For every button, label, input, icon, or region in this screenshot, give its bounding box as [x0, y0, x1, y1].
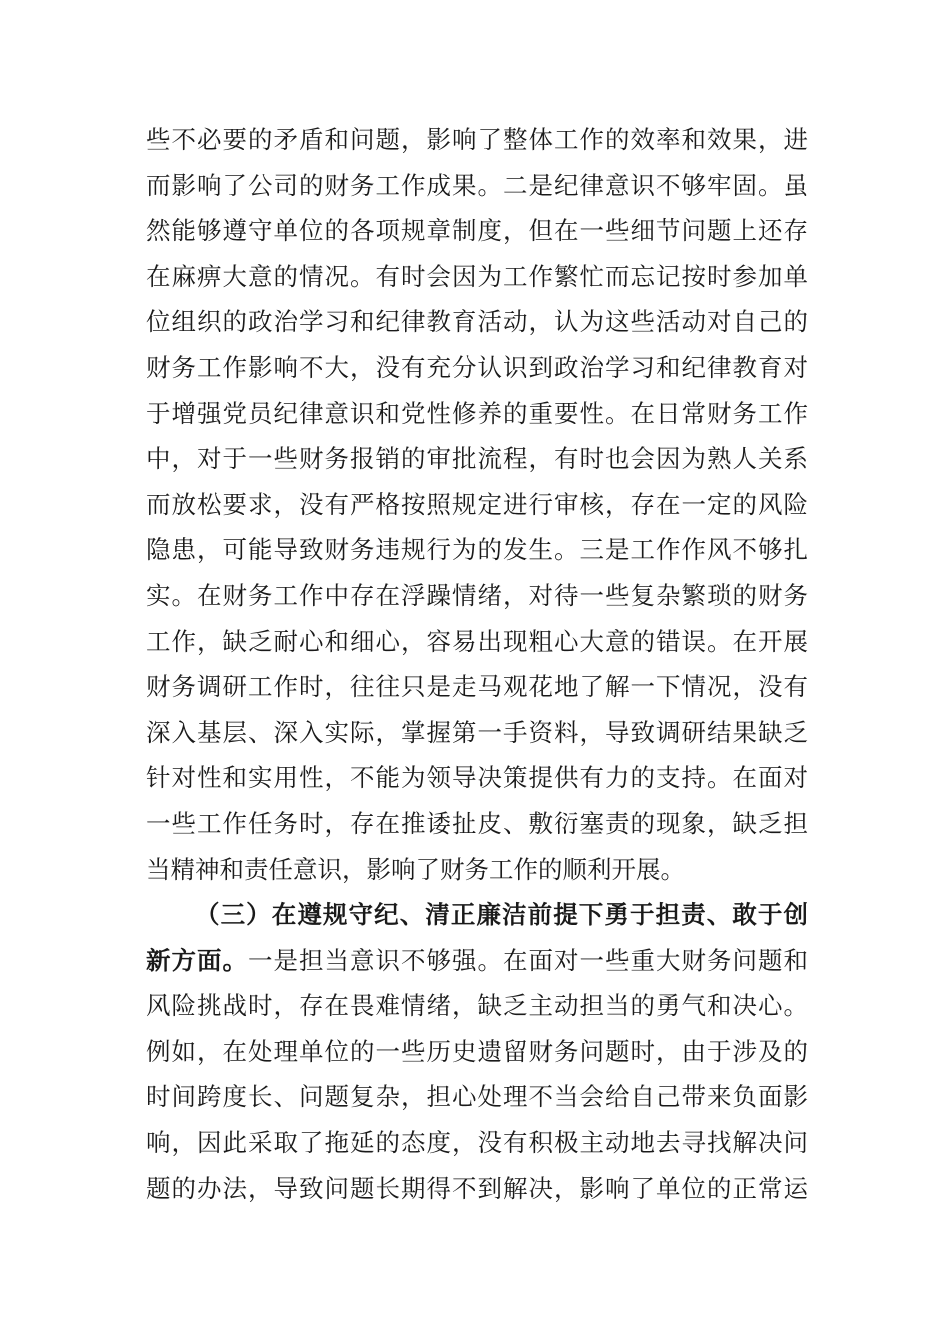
text-line — [146, 938, 808, 984]
text-line: 而放松要求，没有严格按照规定进行审核，存在一定的风险 — [146, 489, 808, 519]
text-line: 财务工作影响不大，没有充分认识到政治学习和纪律教育对 — [146, 352, 808, 382]
text-line: 一些工作任务时，存在推诿扯皮、敷衍塞责的现象，缺乏担 — [146, 808, 808, 838]
text-line: 位组织的政治学习和纪律教育活动，认为这些活动对自己的 — [146, 307, 808, 337]
text-line: 针对性和实用性，不能为领导决策提供有力的支持。在面对 — [146, 763, 808, 793]
text-line: 些不必要的矛盾和问题，影响了整体工作的效率和效果，进 — [146, 125, 808, 154]
text-line: 于增强党员纪律意识和党性修养的重要性。在日常财务工作 — [146, 398, 808, 428]
text-line: 工作，缺乏耐心和细心，容易出现粗心大意的错误。在开展 — [146, 626, 808, 656]
text-line: 然能够遵守单位的各项规章制度，但在一些细节问题上还存 — [146, 216, 808, 246]
text-line: 题的办法，导致问题长期得不到解决，影响了单位的正常运 — [146, 1173, 808, 1203]
text-line: 实。在财务工作中存在浮躁情绪，对待一些复杂繁琐的财务 — [146, 580, 808, 610]
body-text — [146, 117, 808, 1211]
text-line: 风险挑战时，存在畏难情绪，缺乏主动担当的勇气和决心。 — [146, 991, 808, 1021]
text-line: 在麻痹大意的情况。有时会因为工作繁忙而忘记按时参加单 — [146, 261, 808, 291]
text-line: 时间跨度长、问题复杂，担心处理不当会给自己带来负面影 — [146, 1082, 808, 1112]
text-line: 财务调研工作时，往往只是走马观花地了解一下情况，没有 — [146, 672, 808, 702]
text-line: 深入基层、深入实际，掌握第一手资料，导致调研结果缺乏 — [146, 717, 808, 747]
text-line: 中，对于一些财务报销的审批流程，有时也会因为熟人关系 — [146, 444, 808, 474]
section-heading: （三）在遵规守纪、清正廉洁前提下勇于担责、敢于创 — [195, 900, 808, 930]
text-line: 例如，在处理单位的一些历史遗留财务问题时，由于涉及的 — [146, 1036, 808, 1066]
text-line: 当精神和责任意识，影响了财务工作的顺利开展。 — [146, 854, 685, 884]
text-line: 隐患，可能导致财务违规行为的发生。三是工作作风不够扎 — [146, 535, 808, 565]
text-line: 响，因此采取了拖延的态度，没有积极主动地去寻找解决问 — [146, 1128, 808, 1158]
section-heading-end: 新方面。 — [146, 945, 248, 975]
text-line: 而影响了公司的财务工作成果。二是纪律意识不够牢固。虽 — [146, 170, 808, 200]
text-run: 一是担当意识不够强。在面对一些重大财务问题和 — [248, 945, 808, 975]
